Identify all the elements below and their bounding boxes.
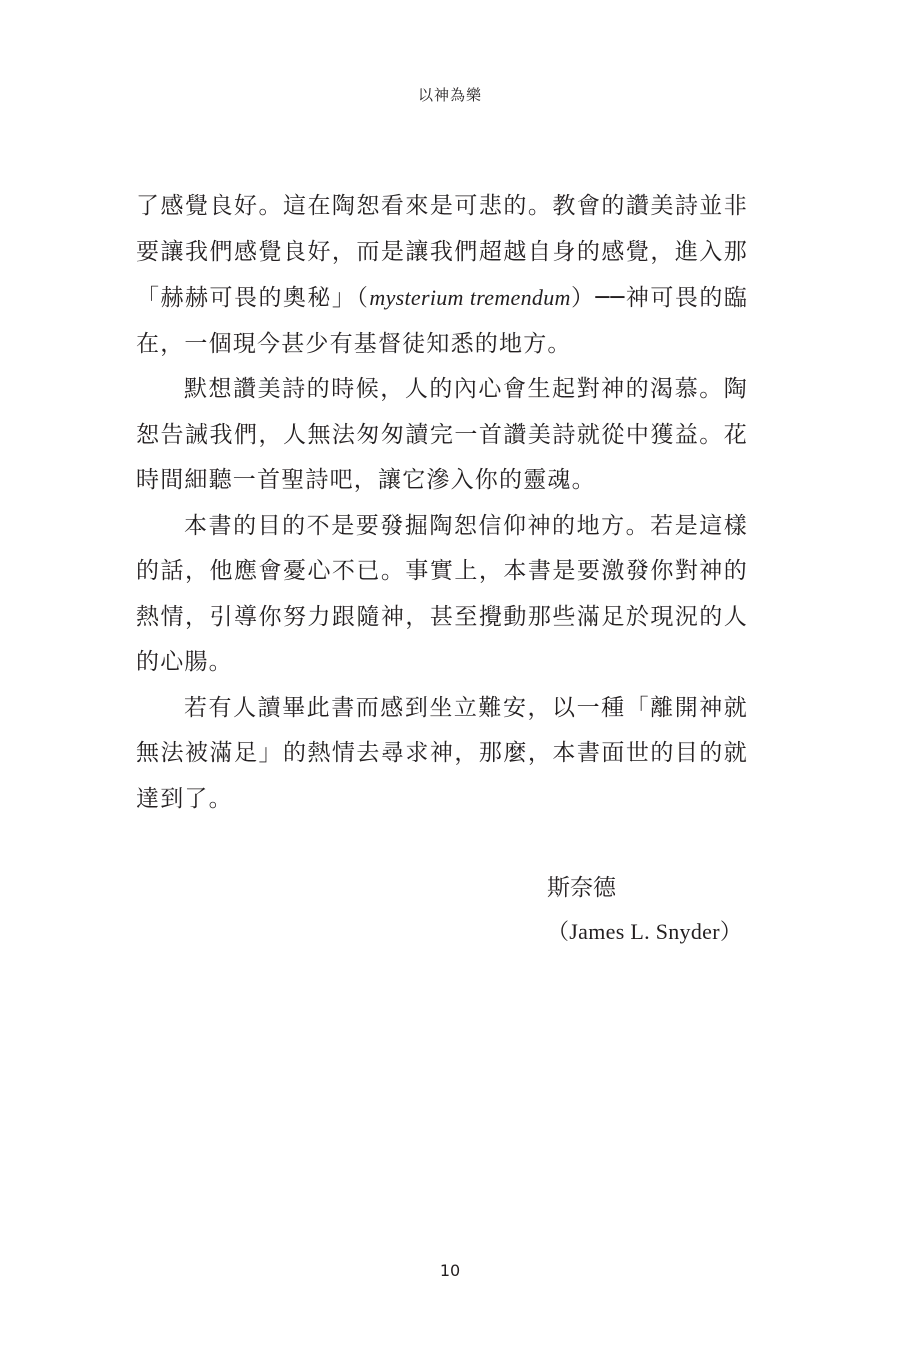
body-text (136, 184, 748, 822)
author-chinese-name: 斯奈德 (547, 875, 616, 901)
paragraph-3: 本書的目的不是要發掘陶恕信仰神的地方。若是這樣的話，他應會憂心不已。事實上，本書是要激發你對神的熱情，引導你努力跟隨神，甚至攪動那些滿足於現況的人的心腸。 (136, 512, 748, 675)
author-english-name: （James L. Snyder） (547, 919, 743, 944)
paragraph-4: 若有人讀畢此書而感到坐立難安，以一種「離開神就無法被滿足」的熱情去尋求神，那麼，本書面世的目的就達到了。 (136, 694, 748, 812)
paragraph-2: 默想讚美詩的時候，人的內心會生起對神的渴慕。陶恕告誡我們，人無法匆匆讀完一首讚美詩就從中獲益。花時間細聽一首聖詩吧，讓它滲入你的靈魂。 (136, 376, 748, 493)
paragraph-1-text-after: ）──神可畏的臨在，一個現今甚少有基督徒知悉的地方。 (136, 285, 749, 357)
running-header-title: 以神為樂 (417, 86, 482, 104)
latin-phrase: mysterium tremendum (369, 285, 571, 310)
signature-block (547, 866, 742, 954)
page-number: 10 (439, 1261, 461, 1280)
paragraph-1 (136, 184, 748, 367)
paragraph-1-text-before: 了感覺良好。這在陶恕看來是可悲的。教會的讚美詩並非要讓我們感覺良好，而是讓我們超越自身的感覺，進入那「赫赫可畏的奧秘」（ (136, 193, 748, 311)
